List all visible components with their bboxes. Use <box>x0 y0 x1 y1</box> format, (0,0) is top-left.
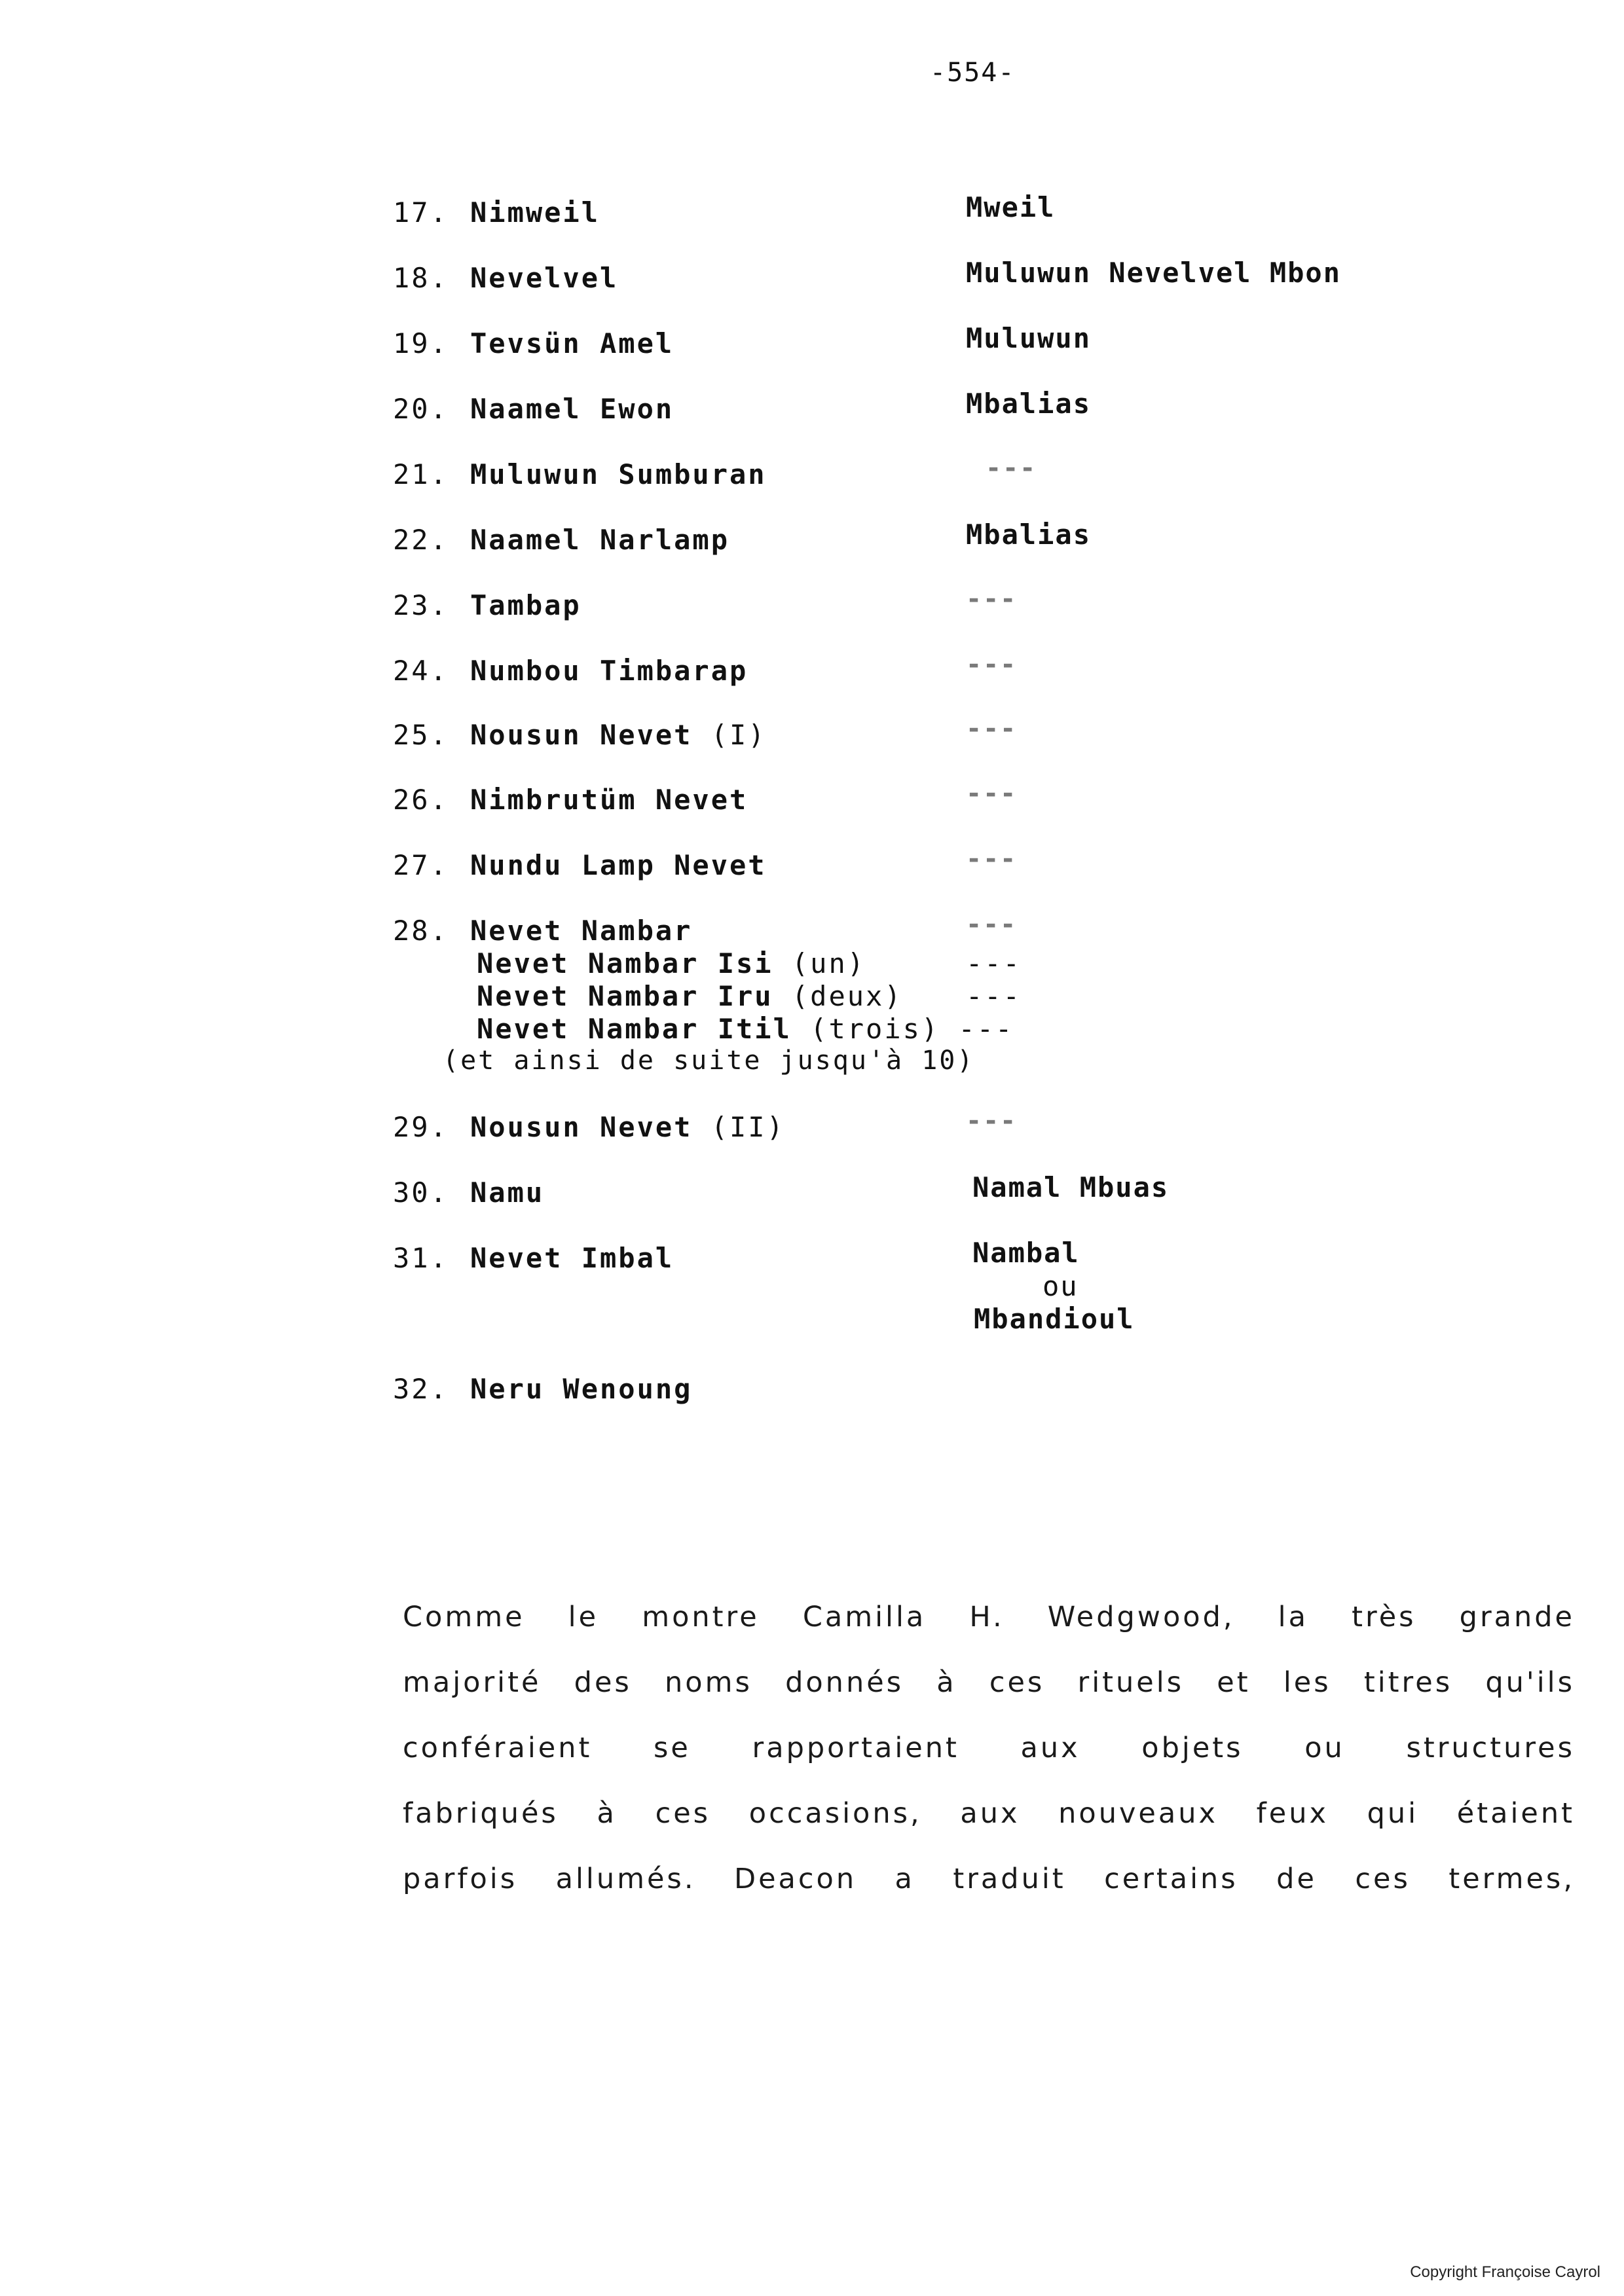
sub-entry-dash: --- <box>958 1013 1014 1045</box>
ritual-name: Tevsün Amel <box>470 327 674 359</box>
ritual-name: Naamel Narlamp <box>470 524 730 556</box>
no-title-dash: --- <box>966 649 1018 680</box>
list-item <box>393 388 1572 432</box>
list-item <box>393 453 1572 498</box>
sub-entry-gloss: (un) <box>791 947 866 979</box>
list-item <box>393 844 1572 888</box>
list-item <box>393 519 1572 563</box>
page-number: -554- <box>930 58 1016 88</box>
no-title-dash: --- <box>966 909 1018 939</box>
no-title-dash: --- <box>966 844 1018 874</box>
list-item <box>393 649 1572 694</box>
item-number: 20. <box>393 393 449 425</box>
sub-entry-name: Nevet Nambar Iru <box>477 980 773 1012</box>
alternative-connector: ou <box>1043 1270 1079 1302</box>
item-number: 31. <box>393 1242 449 1274</box>
ritual-title: Muluwun <box>966 322 1092 354</box>
item-number: 19. <box>393 327 449 359</box>
sub-entry-dash: --- <box>966 947 1022 979</box>
no-title-dash: --- <box>966 584 1018 614</box>
ritual-name: Nimbrutüm Nevet <box>470 784 748 816</box>
paragraph-line: parfois allumés. Deacon a traduit certains de ces termes, <box>403 1863 1575 1895</box>
no-title-dash: --- <box>966 778 1018 809</box>
item-number: 17. <box>393 196 449 228</box>
alternative-title: Mbandioul <box>974 1303 1135 1335</box>
paragraph-line: Comme le montre Camilla H. Wedgwood, la très grande <box>403 1601 1575 1633</box>
ritual-name: Nevet Imbal <box>470 1242 674 1274</box>
copyright-notice: Copyright Françoise Cayrol <box>1410 2263 1600 2281</box>
sub-entry-note: (et ainsi de suite jusqu'à 10) <box>443 1046 975 1076</box>
no-title-dash: --- <box>966 1106 1018 1136</box>
sub-entry-name: Nevet Nambar Itil <box>477 1013 792 1045</box>
item-number: 32. <box>393 1373 449 1405</box>
ritual-name: Nousun Nevet (II) <box>470 1111 785 1143</box>
item-number: 24. <box>393 655 449 687</box>
sub-entry <box>477 980 1132 1013</box>
item-number: 27. <box>393 849 449 881</box>
list-item <box>393 1106 1572 1150</box>
paragraph-line: majorité des noms donnés à ces rituels et les titres qu'ils <box>403 1666 1575 1699</box>
list-item <box>393 714 1572 758</box>
item-number: 28. <box>393 915 449 947</box>
ritual-name: Muluwun Sumburan <box>470 458 767 490</box>
list-item <box>393 1237 1572 1281</box>
ritual-name: Namu <box>470 1176 545 1209</box>
list-item <box>393 1373 1572 1412</box>
list-item <box>393 191 1572 236</box>
item-number: 30. <box>393 1176 449 1209</box>
list-item <box>393 257 1572 301</box>
list-item <box>393 584 1572 629</box>
list-item <box>393 1171 1572 1216</box>
ritual-title: Mbalias <box>966 519 1092 551</box>
sub-entry <box>477 947 1132 980</box>
body-paragraph <box>403 1584 1575 1912</box>
ritual-title: Namal Mbuas <box>972 1171 1170 1203</box>
ritual-name: Nevelvel <box>470 262 619 294</box>
sub-entry-dash: --- <box>966 980 1022 1012</box>
item-number: 29. <box>393 1111 449 1143</box>
list-item <box>393 322 1572 367</box>
ritual-name: Neru Wenoung <box>470 1373 693 1405</box>
ritual-name: Nousun Nevet (I) <box>470 719 767 751</box>
sub-entry-gloss: (deux) <box>791 980 903 1012</box>
ritual-name: Nundu Lamp Nevet <box>470 849 767 881</box>
no-title-dash: --- <box>966 714 1018 744</box>
item-number: 22. <box>393 524 449 556</box>
ritual-qualifier: (I) <box>710 719 767 751</box>
paragraph-line: conféraient se rapportaient aux objets ou structures <box>403 1732 1575 1764</box>
ritual-title: Muluwun Nevelvel Mbon <box>966 257 1342 289</box>
ritual-name: Numbou Timbarap <box>470 655 748 687</box>
item-number: 23. <box>393 589 449 621</box>
ritual-qualifier: (II) <box>710 1111 785 1143</box>
ritual-name: Nevet Nambar <box>470 915 693 947</box>
item-number: 18. <box>393 262 449 294</box>
ritual-title: Nambal <box>972 1237 1080 1269</box>
ritual-title: Mweil <box>966 191 1056 223</box>
sub-entry <box>477 1013 1132 1046</box>
ritual-title: Mbalias <box>966 388 1092 420</box>
no-title-dash: --- <box>986 453 1037 483</box>
list-item <box>393 778 1572 823</box>
sub-entry-gloss: (trois) <box>810 1013 940 1045</box>
ritual-name: Nimweil <box>470 196 600 228</box>
ritual-name: Tambap <box>470 589 581 621</box>
item-number: 26. <box>393 784 449 816</box>
item-number: 21. <box>393 458 449 490</box>
ritual-name: Naamel Ewon <box>470 393 674 425</box>
sub-entry-name: Nevet Nambar Isi <box>477 947 773 979</box>
item-number: 25. <box>393 719 449 751</box>
paragraph-line: fabriqués à ces occasions, aux nouveaux feux qui étaient <box>403 1797 1575 1830</box>
